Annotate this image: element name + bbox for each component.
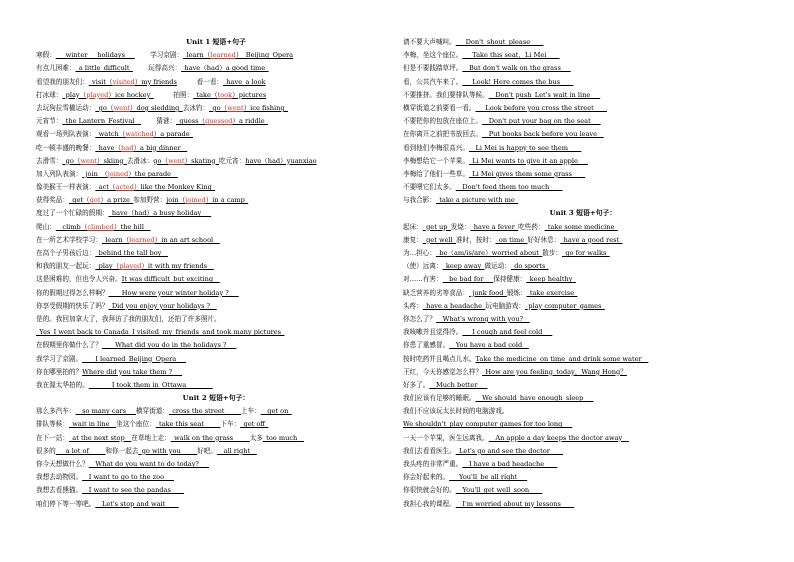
exercise-line bbox=[403, 168, 763, 181]
prompt-text: 我担心我的课程。 bbox=[403, 499, 456, 508]
prompt-text: 上车： bbox=[240, 407, 261, 416]
answer-text: climbed bbox=[87, 222, 114, 231]
prompt-text: （使）远离： bbox=[403, 262, 443, 271]
prompt-text: 元宵节： bbox=[36, 117, 63, 126]
prompt-text: 在下一站： bbox=[36, 433, 69, 442]
prompt-text: 发烧： bbox=[450, 222, 471, 231]
prompt-text: 看一看： bbox=[176, 77, 224, 86]
answer-text: _get（ bbox=[68, 196, 90, 205]
prompt-text: 按时吃药并且喝点儿水。 bbox=[403, 354, 476, 363]
prompt-text: 加入列队表演： bbox=[36, 169, 83, 178]
exercise-line bbox=[403, 102, 763, 115]
answer-text: played bbox=[119, 262, 142, 271]
prompt-text: 太多 bbox=[249, 433, 263, 442]
answer-text: __I have a bad headache____ bbox=[462, 460, 558, 468]
exercise-line bbox=[36, 498, 396, 511]
prompt-text: 有点儿困难： bbox=[36, 64, 76, 73]
prompt-text: 你的假期过得怎么样啊？ bbox=[36, 288, 109, 297]
exercise-line bbox=[36, 432, 396, 445]
answer-text: played bbox=[86, 90, 109, 99]
answer-text: _go with you_____ bbox=[138, 446, 198, 455]
prompt-text: 在你离开之前把书放回去。 bbox=[403, 130, 483, 139]
answer-text: learned bbox=[210, 51, 236, 60]
answer-text: ___Look before you cross the street____ bbox=[475, 103, 607, 112]
prompt-text: 李梅想给它一个苹果。 bbox=[403, 156, 469, 165]
exercise-line bbox=[36, 128, 396, 141]
exercise-line bbox=[36, 102, 396, 115]
prompt-text: 猜谜： bbox=[141, 117, 177, 126]
exercise-line bbox=[36, 207, 396, 220]
exercise-line bbox=[403, 234, 763, 247]
prompt-text: 玩电脑游戏： bbox=[485, 301, 525, 310]
exercise-line bbox=[403, 115, 763, 128]
exercise-line bbox=[403, 89, 763, 102]
answer-text: ）ice fishing_ bbox=[243, 103, 288, 112]
answer-text: __get on_ bbox=[260, 407, 292, 416]
answer-text: ）in a camp_ bbox=[205, 196, 249, 205]
left-column bbox=[36, 36, 396, 511]
exercise-line bbox=[403, 300, 763, 313]
answer-text: __all right__ bbox=[216, 446, 257, 455]
answer-text: had bbox=[121, 143, 134, 152]
answer-text: _get off_ bbox=[240, 420, 269, 429]
answer-text: _Li Mei gives them some grass____ bbox=[468, 169, 586, 178]
answer-text: went bbox=[168, 156, 185, 165]
exercise-line bbox=[403, 287, 763, 300]
exercise-line bbox=[36, 247, 396, 260]
prompt-text: 李梅，坐这个座位。 bbox=[403, 51, 463, 60]
exercise-line bbox=[403, 142, 763, 155]
answer-text: _guess（ bbox=[176, 117, 206, 126]
answer-text: __I'm worried about my lessons____ bbox=[455, 499, 575, 508]
prompt-text: 散步： bbox=[542, 249, 563, 257]
prompt-text: 保持健康： bbox=[493, 275, 527, 284]
exercise-line bbox=[403, 221, 763, 234]
answer-text: acted bbox=[115, 183, 134, 192]
answer-text: __What's wrong with you?__ bbox=[435, 314, 530, 323]
exercise-line bbox=[36, 168, 396, 181]
exercise-line bbox=[36, 339, 396, 352]
answer-text: _the Lantern_Festival__ bbox=[62, 117, 141, 126]
prompt-text: 我想去动物园。 bbox=[36, 473, 83, 482]
answer-text: _have（had）a good time_ bbox=[181, 64, 269, 73]
prompt-text: 不要把你的包放在座位上。 bbox=[403, 117, 483, 126]
exercise-line bbox=[36, 326, 396, 339]
answer-text: _take some medicine_ bbox=[544, 222, 618, 231]
prompt-text: 度过了一个忙碌的假期： bbox=[36, 209, 109, 218]
answer-text: went bbox=[227, 103, 244, 112]
answer-text: _watch（ bbox=[95, 130, 126, 139]
answer-text: have（had）yuanxiao bbox=[245, 156, 317, 165]
prompt-text: 头疼： bbox=[403, 301, 423, 310]
prompt-text: 吃一顿丰盛的晚餐： bbox=[36, 143, 96, 152]
answer-text: _go（ bbox=[95, 103, 114, 112]
exercise-line bbox=[36, 484, 396, 497]
exercise-line bbox=[36, 379, 396, 392]
exercise-line bbox=[403, 339, 763, 352]
prompt-text: 看，公共汽车来了。 bbox=[403, 77, 463, 86]
answer-text: __Put books back before you leave__ bbox=[482, 130, 604, 139]
prompt-text: 像美猴王一样表演： bbox=[36, 183, 96, 192]
prompt-text: 吃些药： bbox=[518, 222, 545, 231]
answer-text: ___Don't_shout_please____ bbox=[455, 38, 544, 46]
prompt-text: 你享受假期的快乐了吗？ bbox=[36, 301, 109, 310]
prompt-text: 我学习了京剧。 bbox=[36, 354, 83, 363]
answer-text: ___You'll_be all right___ bbox=[449, 473, 528, 482]
answer-text: Take the medicine_on time_and drink some water__ bbox=[475, 354, 649, 363]
prompt-text: 观看一场列队表演： bbox=[36, 130, 96, 139]
answer-text: _have（ bbox=[95, 143, 122, 152]
answer-text: ）the parade__ bbox=[128, 169, 178, 178]
prompt-text: 在草地上走： bbox=[131, 433, 171, 442]
answer-text: ）skiing_ bbox=[96, 156, 127, 165]
exercise-line bbox=[36, 458, 396, 471]
prompt-text: 获得奖品： bbox=[36, 196, 69, 205]
exercise-line bbox=[36, 49, 396, 62]
exercise-line bbox=[36, 405, 396, 418]
answer-text: __Li Mei is happy to see them____ bbox=[468, 143, 582, 152]
exercise-line bbox=[403, 273, 763, 286]
prompt-text: 你今天想做什么？ bbox=[36, 460, 89, 468]
prompt-text: 对……有害： bbox=[403, 275, 443, 284]
exercise-line bbox=[403, 366, 763, 379]
answer-text: watched bbox=[125, 130, 154, 139]
answer-text: ）a parade_ bbox=[153, 130, 193, 139]
answer-text: ___I cough and feel cold___ bbox=[462, 328, 553, 337]
exercise-line bbox=[403, 418, 763, 431]
answer-text: went bbox=[80, 156, 97, 165]
answer-text: _be（am/is/are）worried about_ bbox=[435, 249, 543, 257]
answer-text: _play computer_games_ bbox=[524, 301, 605, 310]
answer-text: _take a picture with me_ bbox=[435, 196, 519, 205]
prompt-text: 坐这个座位： bbox=[116, 420, 156, 429]
answer-text: ）the hill__ bbox=[113, 222, 151, 231]
answer-text: __Don't push_Let's wait in line___ bbox=[488, 90, 601, 99]
answer-text: __What do you want to do today?___ bbox=[88, 460, 209, 468]
answer-text: ___Take this seat，Li Mei____ bbox=[462, 51, 560, 60]
prompt-text: 横穿街道： bbox=[135, 407, 169, 416]
answer-text: _go for walks_ bbox=[562, 249, 610, 257]
answer-text: _go（ bbox=[62, 156, 81, 165]
answer-text: ）a big dinner__ bbox=[133, 143, 188, 152]
prompt-text: 和你一起去 bbox=[105, 446, 139, 455]
exercise-line bbox=[36, 221, 396, 234]
answer-text: _learn（ bbox=[183, 51, 211, 60]
prompt-text: 我咳嗽并且觉得冷。 bbox=[403, 328, 463, 337]
exercise-line bbox=[36, 62, 396, 75]
prompt-text: 在高个子男孩后边： bbox=[36, 249, 96, 257]
answer-text: __Much better___ bbox=[429, 380, 488, 389]
answer-text: go（ bbox=[153, 156, 169, 165]
prompt-text: 看望我的朋友们： bbox=[36, 77, 89, 86]
prompt-text: 锻炼： bbox=[506, 288, 527, 297]
answer-text: joined bbox=[107, 169, 129, 178]
answer-text: _walk on the grass_____ bbox=[170, 433, 250, 442]
answer-text: _a little_difficult_ bbox=[75, 64, 133, 73]
answer-text: _play（ bbox=[62, 90, 87, 99]
exercise-line bbox=[403, 445, 763, 458]
exercise-line bbox=[403, 484, 763, 497]
exercise-line bbox=[403, 498, 763, 511]
answer-text: learned bbox=[129, 235, 155, 244]
prompt-text: 打冰球： bbox=[36, 90, 63, 99]
answer-text: _______I took them in_Ottawa________ bbox=[88, 380, 213, 389]
exercise-line bbox=[403, 405, 763, 418]
answer-text: __Let's stop and wait____ bbox=[95, 499, 179, 508]
answer-text: _How are you feeling_today，Wang Hong？ bbox=[482, 367, 627, 376]
prompt-text: 在假期里你做什么了？ bbox=[36, 341, 102, 350]
prompt-text: 看到他们李梅很高兴。 bbox=[403, 143, 469, 152]
answer-text: _junk food_ bbox=[468, 288, 507, 297]
exercise-line bbox=[403, 194, 763, 207]
answer-text: got bbox=[89, 196, 101, 205]
answer-text: ____What did you do in the holidays ?___ bbox=[101, 341, 237, 350]
prompt-text: 好多了。 bbox=[403, 380, 430, 389]
exercise-line bbox=[36, 313, 396, 326]
exercise-line bbox=[36, 471, 396, 484]
answer-text: ）my friends bbox=[134, 77, 177, 86]
answer-text: went bbox=[113, 103, 130, 112]
answer-text: __Don't put your bag on the seat___ bbox=[482, 117, 601, 126]
answer-text: __climb（ bbox=[55, 222, 88, 231]
answer-text: ）ice hockey_ bbox=[108, 90, 154, 99]
answer-text: ____How were your winter holiday ?___ bbox=[108, 288, 239, 297]
prompt-text: 你在哪里拍的？ bbox=[36, 367, 83, 376]
exercise-line bbox=[36, 300, 396, 313]
exercise-line bbox=[403, 260, 763, 273]
prompt-text: 是的。我回加拿大了，我拜访了我的朋友们，还拍了许多照片。 bbox=[36, 314, 221, 323]
answer-text: __We should_have enough_sleep___ bbox=[475, 394, 594, 403]
answer-text: It was difficult_but exciting__ bbox=[121, 275, 220, 284]
exercise-line bbox=[36, 366, 396, 379]
prompt-text: 好吧。 bbox=[197, 446, 217, 455]
answer-text: We shouldn't_play computer games for too long___ bbox=[403, 420, 573, 429]
prompt-text: 去滑冰： bbox=[126, 156, 154, 165]
answer-text: ）a riddle_ bbox=[232, 117, 269, 126]
answer-text: _Let's go and see the doctor____ bbox=[455, 446, 564, 455]
prompt-text: 你怎么了？ bbox=[403, 314, 436, 323]
answer-text: _play（ bbox=[95, 262, 120, 271]
prompt-text: 玩得高兴： bbox=[132, 64, 182, 73]
answer-text: _learn（ bbox=[101, 235, 130, 244]
answer-text: Where did you take them ?___ bbox=[82, 367, 183, 376]
prompt-text: 我们去看看医生。 bbox=[403, 446, 456, 455]
unit-heading: Unit 1 短语+句子 bbox=[186, 38, 246, 46]
answer-text: joined bbox=[185, 196, 206, 205]
prompt-text: 咱们停下等一等吧。 bbox=[36, 499, 96, 508]
answer-text: _take（ bbox=[193, 90, 218, 99]
exercise-line bbox=[36, 76, 396, 89]
exercise-line bbox=[36, 418, 396, 431]
answer-text: ___winter___holidays___ bbox=[55, 51, 135, 60]
answer-text: _get up_ bbox=[422, 222, 451, 231]
answer-text: __I want to see the pandas____ bbox=[82, 486, 185, 495]
answer-text: _get well_ bbox=[422, 235, 457, 244]
answer-text: __I want to go to the zoo___ bbox=[82, 473, 174, 482]
answer-text: _Did you enjoy your holidays ?__ bbox=[108, 301, 217, 310]
exercise-line bbox=[403, 49, 763, 62]
answer-text: _keep healthy_ bbox=[526, 275, 576, 284]
prompt-text: 我们应该有足够的睡眠。 bbox=[403, 394, 476, 403]
answer-text: took bbox=[217, 90, 233, 99]
answer-text: ___a lot of_____ bbox=[55, 446, 106, 455]
prompt-text: 排队等候： bbox=[36, 420, 69, 429]
prompt-text: 去滑雪： bbox=[36, 156, 63, 165]
answer-text: ）_Beijing_Opera bbox=[235, 51, 294, 60]
prompt-text: 康复： bbox=[403, 235, 423, 244]
prompt-text: 那么多汽车： bbox=[36, 407, 76, 416]
answer-text: ）like the Monkey King_ bbox=[133, 183, 216, 192]
exercise-line bbox=[36, 273, 396, 286]
prompt-text: 缺乏营养的劣等食品： bbox=[403, 288, 469, 297]
prompt-text: 不要喂它们太多。 bbox=[403, 183, 456, 192]
answer-text: __Don't feed them too much____ bbox=[455, 183, 563, 192]
answer-text: __But don't walk on the grass___ bbox=[462, 64, 571, 73]
prompt-text: 做运动： bbox=[484, 262, 511, 271]
exercise-line bbox=[403, 62, 763, 75]
answer-text: _take this seat_____ bbox=[155, 420, 221, 429]
answer-text: _at the next stop__ bbox=[68, 433, 132, 442]
prompt-text: 下车： bbox=[220, 420, 241, 429]
answer-text: __You have a bad cold__ bbox=[449, 341, 529, 350]
answer-text: _act（ bbox=[95, 183, 116, 192]
prompt-text: 王红，今天你感觉怎么样？ bbox=[403, 367, 483, 376]
exercise-line bbox=[36, 155, 396, 168]
answer-text: _visit（ bbox=[88, 77, 113, 86]
unit-heading: Unit 2 短语+句子： bbox=[182, 394, 250, 403]
exercise-line bbox=[403, 36, 763, 49]
answer-text: _take exercise_ bbox=[526, 288, 578, 297]
exercise-line bbox=[403, 181, 763, 194]
answer-text: _have_a look bbox=[223, 77, 266, 86]
exercise-line bbox=[403, 76, 763, 89]
prompt-text: 寒假： bbox=[36, 51, 56, 60]
answer-text: _wait in line__ bbox=[68, 420, 117, 429]
exercise-line bbox=[36, 234, 396, 247]
answer-text: ）dog sledding_ bbox=[129, 103, 183, 112]
answer-text: _on time_ bbox=[495, 235, 528, 244]
exercise-line bbox=[403, 155, 763, 168]
answer-text: ）it with my friends__ bbox=[141, 262, 214, 271]
prompt-text: 请不要大声喊叫。 bbox=[403, 38, 456, 46]
answer-text: join（ bbox=[166, 196, 186, 205]
prompt-text: 爬山： bbox=[36, 222, 56, 231]
prompt-text: 去冰钓： bbox=[182, 103, 210, 112]
answer-text: visited bbox=[112, 77, 135, 86]
answer-text: ）pictures bbox=[232, 90, 267, 99]
prompt-text: 你会好起来的。 bbox=[403, 473, 450, 482]
exercise-line bbox=[403, 353, 763, 366]
answer-text: _have a good rest_ bbox=[560, 235, 623, 244]
exercise-line bbox=[36, 89, 396, 102]
exercise-line bbox=[36, 353, 396, 366]
prompt-text: 一天一个苹果，医生远离我。 bbox=[403, 433, 489, 442]
prompt-text: 横穿街道之前要看一看。 bbox=[403, 103, 476, 112]
prompt-text: 在一所艺术学校学习： bbox=[36, 235, 102, 244]
right-column bbox=[403, 36, 763, 511]
prompt-text: 和我的朋友一起玩： bbox=[36, 262, 96, 271]
exercise-line bbox=[36, 287, 396, 300]
prompt-text: 起床： bbox=[403, 222, 423, 231]
prompt-text: 准时，按时： bbox=[456, 235, 496, 244]
answer-text: ）skating_ bbox=[184, 156, 219, 165]
prompt-text: 我们不应该玩太长时间的电脑游戏。 bbox=[403, 407, 509, 416]
prompt-text: 参加野营： bbox=[133, 196, 167, 205]
answer-text: __An apple a day keeps the doctor away__ bbox=[488, 433, 629, 442]
answer-text: _have（had）a busy holiday___ bbox=[108, 209, 212, 218]
prompt-text: 你患了重感冒。 bbox=[403, 341, 450, 350]
exercise-line bbox=[36, 194, 396, 207]
answer-text: __You'll_get well_soon____ bbox=[455, 486, 543, 495]
exercise-line bbox=[403, 432, 763, 445]
exercise-line bbox=[403, 128, 763, 141]
answer-text: ）in an art school__ bbox=[154, 235, 220, 244]
exercise-line bbox=[403, 458, 763, 471]
prompt-text: 吃元宵： bbox=[218, 156, 246, 165]
prompt-text: 好好休息： bbox=[527, 235, 561, 244]
answer-text: guessed bbox=[205, 117, 233, 126]
prompt-text: 去玩狗拉雪橇运动： bbox=[36, 103, 96, 112]
prompt-text: 拍照： bbox=[153, 90, 194, 99]
answer-text: __be bad for___ bbox=[442, 275, 494, 284]
answer-text: __so many cars___ bbox=[75, 407, 136, 416]
exercise-line bbox=[36, 445, 396, 458]
exercise-line bbox=[36, 115, 396, 128]
answer-text: _do sports_ bbox=[510, 262, 549, 271]
prompt-text: 学习京剧： bbox=[134, 51, 184, 60]
exercise-line bbox=[36, 260, 396, 273]
answer-text: _cross the street_____ bbox=[168, 407, 241, 416]
exercise-line bbox=[36, 142, 396, 155]
exercise-line bbox=[403, 379, 763, 392]
unit-heading: Unit 3 短语+句子： bbox=[549, 209, 617, 218]
exercise-line bbox=[403, 313, 763, 326]
prompt-text: 我想去看熊猫。 bbox=[36, 486, 83, 495]
exercise-line bbox=[403, 471, 763, 484]
answer-text: ）a prize_ bbox=[100, 196, 134, 205]
prompt-text: 你很快就会好的。 bbox=[403, 486, 456, 495]
answer-text: ____I learned_Beijing_Opera___ bbox=[82, 354, 187, 363]
prompt-text: 不要推挤。我们要排队等候。 bbox=[403, 90, 489, 99]
answer-text: ___Look! Here comes the bus____ bbox=[462, 77, 574, 86]
prompt-text: 李梅给了他们一些草。 bbox=[403, 169, 469, 178]
answer-text: _have a headache_ bbox=[422, 301, 486, 310]
answer-text: _have a fever_ bbox=[470, 222, 519, 231]
prompt-text: 我在渥太华拍的。 bbox=[36, 380, 89, 389]
answer-text: _go（ bbox=[209, 103, 228, 112]
exercise-line bbox=[403, 247, 763, 260]
answer-text: _too much__ bbox=[262, 433, 304, 442]
prompt-text: 与我合影： bbox=[403, 196, 436, 205]
prompt-text: 很多的 bbox=[36, 446, 56, 455]
exercise-line bbox=[36, 181, 396, 194]
exercise-line bbox=[403, 392, 763, 405]
exercise-line bbox=[403, 326, 763, 339]
answer-text: _Yes_I went back to Canada_I visited_my_friends_and took many pictures_ bbox=[36, 328, 285, 337]
prompt-text: 为…担心： bbox=[403, 249, 436, 257]
answer-text: _keep away_ bbox=[442, 262, 485, 271]
answer-text: _behind the tall boy__ bbox=[95, 249, 168, 257]
prompt-text: 但是不要践踏草坪。 bbox=[403, 64, 463, 73]
answer-text: _Li Mei wants to give it an apple___ bbox=[468, 156, 588, 165]
prompt-text: 这是困难的，但也令人兴奋。 bbox=[36, 275, 122, 284]
answer-text: _join_（ bbox=[82, 169, 108, 178]
prompt-text: 我头疼的非常严重。 bbox=[403, 460, 463, 468]
